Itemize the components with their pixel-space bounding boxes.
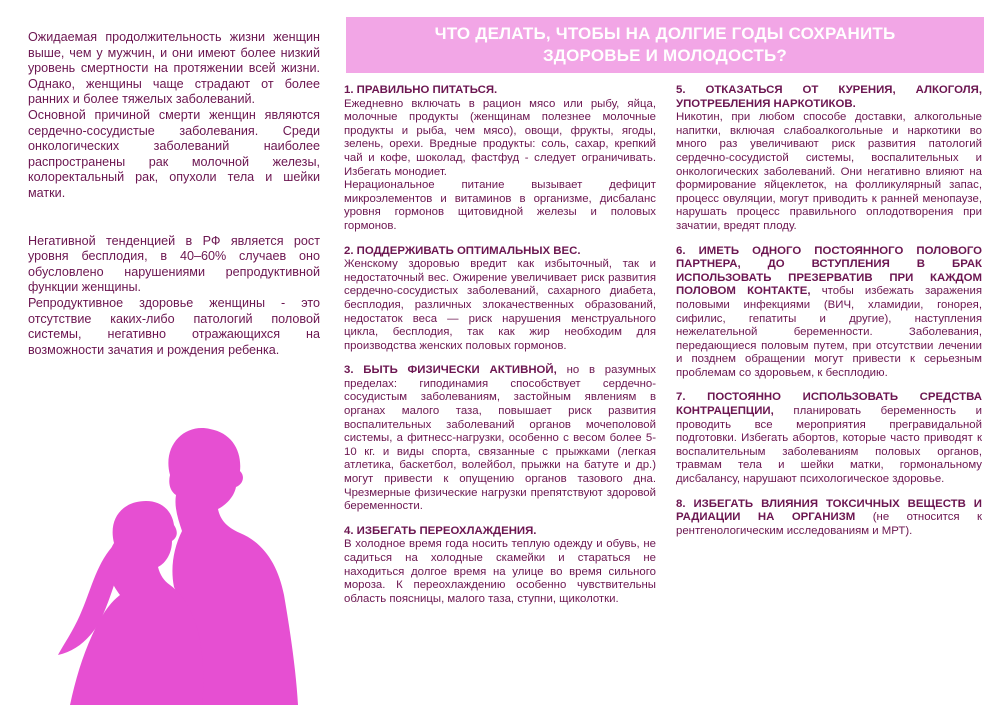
section-title: 2. ПОДДЕРЖИВАТЬ ОПТИМАЛЬНЫХ ВЕС. bbox=[344, 244, 581, 257]
intro-paragraph-4: Репродуктивное здоровье женщины - это отсутствие каких-либо патологий половой системы, негативно отражающихся на возможности зачатия и рождения ребенка. bbox=[28, 295, 320, 357]
banner-title-line-1: ЧТО ДЕЛАТЬ, ЧТОБЫ НА ДОЛГИЕ ГОДЫ СОХРАНИТЬ bbox=[434, 24, 896, 43]
section-body: Ежедневно включать в рацион мясо или рыбу, яйца, молочные продукты (женщинам полезнее молочные продукты и рыба, чем мясо), овощи, фрукты, ягоды, зелень, орехи. Вредные продукты: соль, сахар, крепкий чай и кофе, шоколад, фастфуд - следует ограничивать. Избегать монодиет. bbox=[344, 97, 656, 178]
section-body: планировать беременность и проводить все мероприятия прегравидальной подготовки. Избегать абортов, которые часто приводят к воспалительным заболеваниям половых органов, травмам тела и шейки матки, гормональному дисбалансу, нарушают психологическое здоровье. bbox=[676, 405, 982, 486]
section-title: 8. ИЗБЕГАТЬ ВЛИЯНИЯ ТОКСИЧНЫХ ВЕЩЕСТВ И РАДИАЦИИ НА ОРГАНИЗМ bbox=[676, 497, 982, 524]
section-body: Женскому здоровью вредит как избыточный, так и недостаточный вес. Ожирение увеличивает риск развития сердечно-сосудистых заболеваний, сахарного диабета, бесплодия, различных злокачественных образований, недостаток веса — риск нарушения менструального цикла, бесплодия, так как жир необходим для производства женских половых гормонов. bbox=[344, 258, 656, 352]
advice-section-8 bbox=[676, 498, 982, 539]
section-body: чтобы избежать заражения половыми инфекциями (ВИЧ, хламидии, гонорея, сифилис, гепатиты и другие), наступления нежелательной беременности. Заболевания, передающиеся половым путем, при отсутствии лечении и позднем обращении могут привести к серьезным проблемам со здоровьем, к бесплодию. bbox=[676, 285, 983, 379]
section-title: 1. ПРАВИЛЬНО ПИТАТЬСЯ. bbox=[344, 84, 498, 96]
section-body: Нерациональное питание вызывает дефицит микроэлементов и витаминов в организме, дисбаланс уровня гормонов щитовидной железы и половых гормонов. bbox=[344, 179, 656, 232]
banner-title-line-2: ЗДОРОВЬЕ И МОЛОДОСТЬ? bbox=[542, 46, 788, 65]
section-body: В холодное время года носить теплую одежду и обувь, не садиться на холодные скамейки и стараться не находиться долгое время на улице во время сильного мороза. К переохлаждению особенно чувствительны область поясницы, малого таза, ступни, щиколотки. bbox=[344, 538, 656, 605]
advice-column-1 bbox=[344, 84, 656, 617]
section-body: но в разумных пределах: гиподинамия способствует сердечно-сосудистым заболеваниям, застойным явлениям в органах малого таза, повышает риск развития воспалительных заболеваний органов мочеполовой системы, а фитнесс-нагрузки, особенно с весом более 5-10 кг. и виды спорта, связанные с прыжками (легкая атлетика, баскетбол, волейбол, прыжки на батуте и др.) могут привести к опущению органов тазового дна. Чрезмерные физические нагрузки препятствуют здоровой беременности. bbox=[344, 364, 656, 513]
advice-section-5 bbox=[676, 84, 982, 234]
intro-column bbox=[28, 30, 320, 358]
advice-section-4 bbox=[344, 525, 656, 607]
section-title: 4. ИЗБЕГАТЬ ПЕРЕОХЛАЖДЕНИЯ. bbox=[344, 524, 537, 537]
advice-section-7 bbox=[676, 391, 982, 486]
advice-section-2 bbox=[344, 245, 656, 354]
advice-section-6 bbox=[676, 245, 982, 381]
advice-column-2 bbox=[676, 84, 982, 549]
couple-silhouette-image bbox=[50, 415, 342, 705]
section-title: 5. ОТКАЗАТЬСЯ ОТ КУРЕНИЯ, АЛКОГОЛЯ, УПОТРЕБЛЕНИЯ НАРКОТИКОВ. bbox=[676, 84, 982, 110]
intro-paragraph-1: Ожидаемая продолжительность жизни женщин выше, чем у мужчин, и они имеют более низкий уровень смертности на протяжении всей жизни. Однако, женщины чаще страдают от более ранних и более тяжелых заболеваний. bbox=[28, 30, 320, 107]
advice-section-1 bbox=[344, 84, 656, 234]
section-title: 3. БЫТЬ ФИЗИЧЕСКИ АКТИВНОЙ, bbox=[344, 364, 557, 377]
intro-paragraph-2: Основной причиной смерти женщин являются сердечно-сосудистые заболевания. Среди онкологических заболеваний наиболее распространены рак молочной железы, колоректальный рак, опухоли тела и шейки матки. bbox=[28, 107, 320, 200]
header-banner bbox=[346, 17, 984, 73]
advice-section-3 bbox=[344, 364, 656, 514]
section-body: (не относится к рентгенологическим исследованиям и МРТ). bbox=[676, 511, 982, 537]
intro-paragraph-3: Негативной тенденцией в РФ является рост уровня бесплодия, в 40–60% случаев оно обусловлено нарушениями репродуктивной функции женщины. bbox=[28, 233, 320, 295]
section-title: 7. ПОСТОЯННО ИСПОЛЬЗОВАТЬ СРЕДСТВА КОНТРАЦЕПЦИИ, bbox=[676, 391, 982, 418]
section-title: 6. ИМЕТЬ ОДНОГО ПОСТОЯННОГО ПОЛОВОГО ПАРТНЕРА, ДО ВСТУПЛЕНИЯ В БРАК ИСПОЛЬЗОВАТЬ ПРЕЗЕРВАТИВ ПРИ КАЖДОМ ПОЛОВОМ КОНТАКТЕ, bbox=[676, 244, 982, 298]
section-body: Никотин, при любом способе доставки, алкогольные напитки, включая слабоалкогольные и наркотики во много раз увеличивают риск развития патологий сердечно-сосудистой системы, воспалительных и онкологических заболеваний. Они негативно влияют на формирование яйцеклеток, на фолликулярный запас, процесс овуляции, могут приводить к ранней менопаузе, нарушать процесс правильного оплодотворения при зачатии, вредят плоду. bbox=[676, 111, 982, 232]
